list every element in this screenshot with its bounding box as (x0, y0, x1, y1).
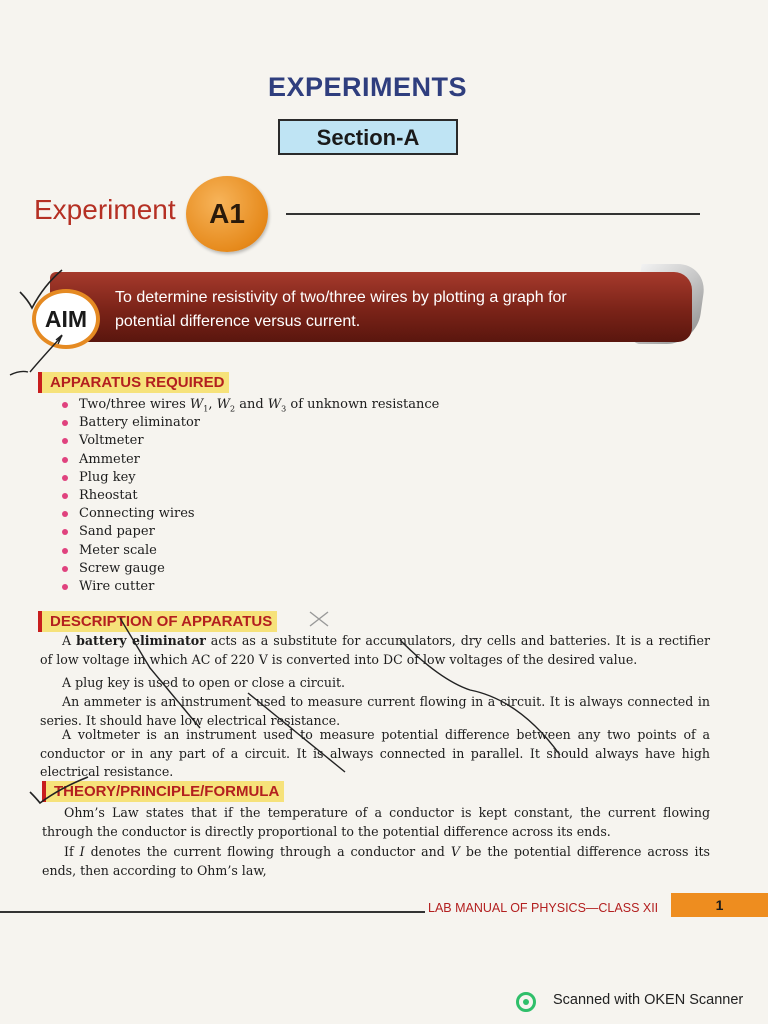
list-item: Ammeter (62, 451, 439, 469)
scanner-logo-icon (516, 992, 536, 1012)
section-label: Section-A (278, 119, 458, 155)
theory-paragraph-2: If I denotes the current flowing through a conductor and V be the potential difference across its ends, then according to Ohm’s law, (42, 844, 710, 878)
apparatus-list (62, 396, 439, 596)
description-paragraph-2: A plug key is used to open or close a circuit. (62, 675, 346, 690)
description-paragraph-1: A battery eliminator acts as a substitute for accumulators, dry cells and batteries. It is a rectifier of low voltage in which AC of 220 V is converted into DC of low voltages of the desired value. (40, 633, 710, 667)
footer-text: LAB MANUAL OF PHYSICS—CLASS XII (428, 901, 659, 915)
footer-rule (0, 911, 425, 913)
scanner-watermark: Scanned with OKEN Scanner (553, 992, 744, 1008)
list-item: Battery eliminator (62, 414, 439, 432)
list-item: Wire cutter (62, 578, 439, 596)
experiment-label: Experiment (34, 194, 176, 225)
aim-text-line1: To determine resistivity of two/three wires by plotting a graph for (115, 289, 567, 306)
pen-x-mark (310, 612, 328, 626)
list-item: Meter scale (62, 542, 439, 560)
description-heading: DESCRIPTION OF APPARATUS (38, 611, 277, 632)
list-item: Voltmeter (62, 432, 439, 450)
theory-heading: THEORY/PRINCIPLE/FORMULA (42, 781, 284, 802)
description-paragraph-4: A voltmeter is an instrument used to measure potential difference between any two points of a conductor or in any part of a circuit. It is always connected in parallel. It should always have high electrical resistance. (40, 727, 710, 779)
aim-text (115, 286, 635, 334)
experiment-rule (286, 213, 700, 215)
apparatus-heading: APPARATUS REQUIRED (38, 372, 229, 393)
list-item: Plug key (62, 469, 439, 487)
theory-paragraph-1: Ohm’s Law states that if the temperature of a conductor is kept constant, the current flowing through the conductor is directly proportional to the potential difference across its ends. (42, 805, 710, 839)
list-item: Two/three wires $W_1$, $W_2$ and $W_3$ of unknown resistance (62, 396, 439, 414)
list-item: Rheostat (62, 487, 439, 505)
list-item: Connecting wires (62, 505, 439, 523)
list-item: Screw gauge (62, 560, 439, 578)
aim-label: AIM (32, 289, 100, 349)
list-item: Sand paper (62, 523, 439, 541)
page-title: EXPERIMENTS (267, 72, 468, 102)
experiment-code: A1 (209, 198, 245, 229)
description-paragraph-3: An ammeter is an instrument used to measure current flowing in a circuit. It is always connected in series. It should have low electrical resistance. (40, 694, 710, 728)
page-number: 1 (671, 893, 768, 917)
aim-text-line2: potential difference versus current. (115, 313, 361, 330)
